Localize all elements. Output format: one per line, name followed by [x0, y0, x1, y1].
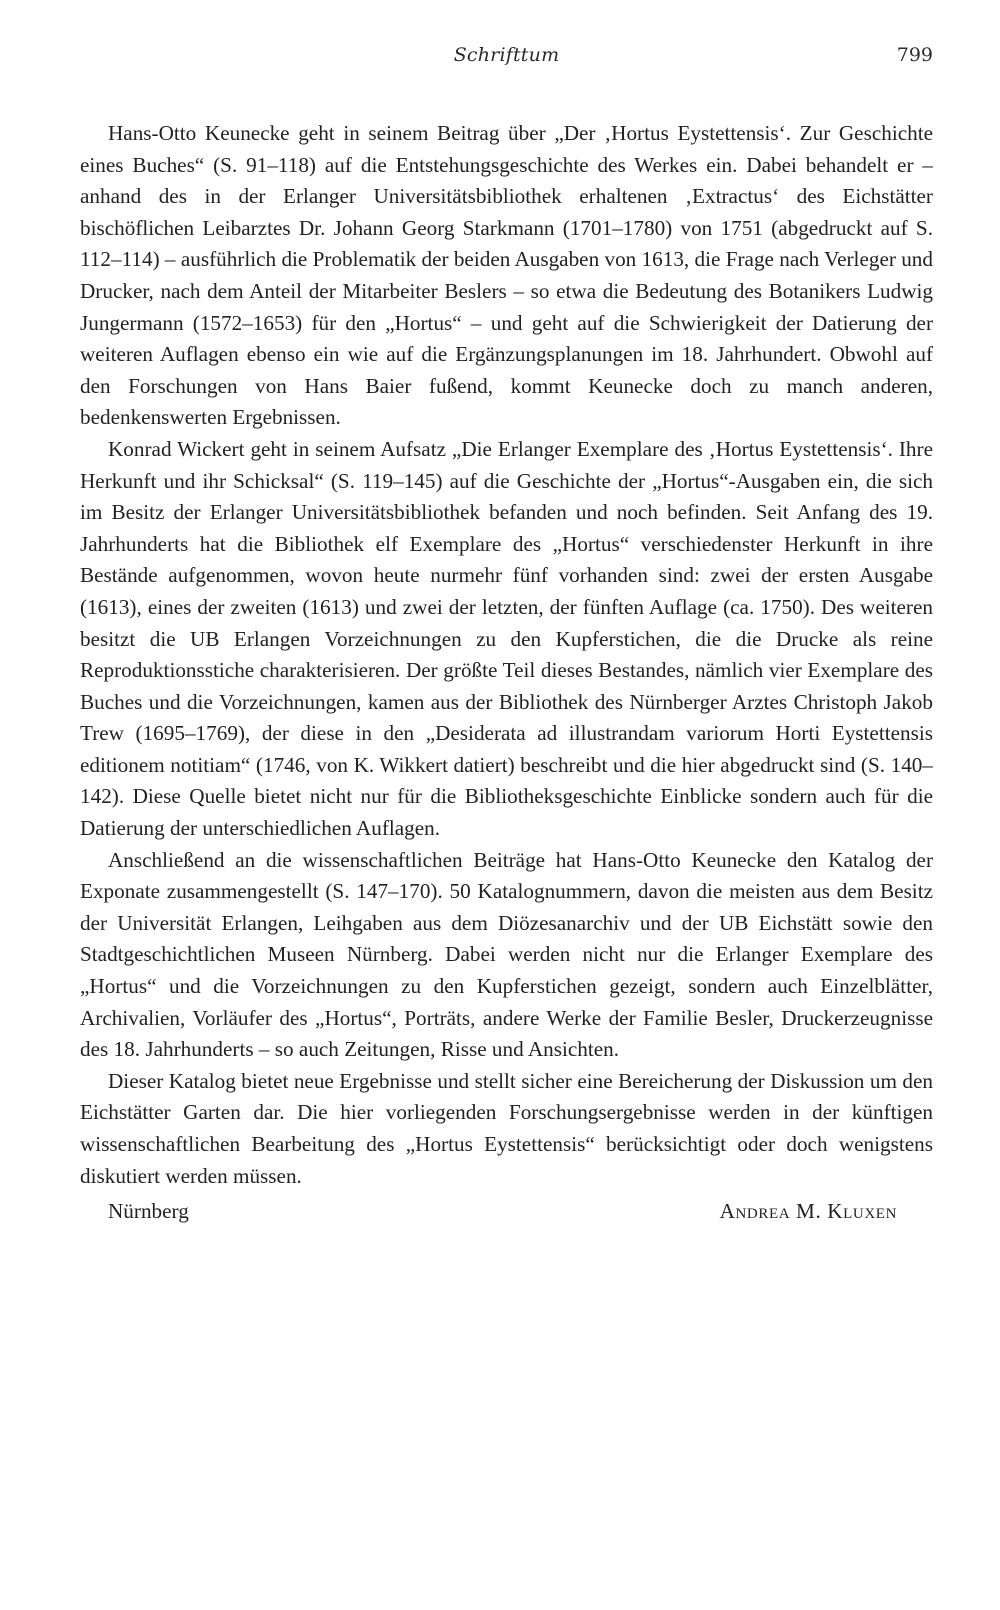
running-header — [80, 44, 933, 78]
review-signature — [80, 1196, 933, 1228]
running-title: Schrifttum — [453, 44, 560, 66]
paragraph-conclusion: Dieser Katalog bietet neue Ergebnisse und stellt sicher eine Bereicherung der Diskussion um den Eichstätter Garten dar. Die hier vorliegenden Forschungsergebnisse werden in der künftigen wissenschaftlichen Bearbeitung des „Hortus Eystettensis“ berücksichtigt oder doch wenigstens diskutiert werden müssen. — [80, 1068, 933, 1188]
book-page — [80, 44, 933, 1228]
page-number: 799 — [896, 44, 933, 66]
paragraph-wickert-essay: Konrad Wickert geht in seinem Aufsatz „Die Erlanger Exemplare des ‚Hortus Eystettensis‘. Ihre Herkunft und ihr Schicksal“ (S. 119–145) auf die Geschichte der „Hortus“-Ausgaben ein, die sich im Besitz der Erlanger Universitätsbibliothek befanden und noch befinden. Seit Anfang des 19. Jahrhunderts hat die Bibliothek elf Exemplare des „Hortus“ verschiedenster Herkunft in ihre Bestände aufgenommen, wovon heute nurmehr fünf vorhanden sind: zwei der ersten Ausgabe (1613), eines der zweiten (1613) und zwei der letzten, der fünften Auflage (ca. 1750). Des weiteren besitzt die UB Erlangen Vorzeichnungen zu den Kupferstichen, die die Drucke als reine Reproduktionsstiche charakterisieren. Der größte Teil dieses Bestandes, nämlich vier Exemplare des Buches und die Vorzeichnungen, kamen aus der Bibliothek des Nürnberger Arztes Christoph Jakob Trew (1695–1769), der diese in den „Desiderata ad illustrandam variorum Horti Eystettensis editionem notitiam“ (1746, von K. Wikkert datiert) beschreibt und die hier abgedruckt sind (S. 140–142). Diese Quelle bietet nicht nur für die Bibliotheksgeschichte Einblicke sondern auch für die Datierung der unterschiedlichen Auflagen. — [80, 436, 933, 841]
paragraph-exhibition-catalog: Anschließend an die wissenschaftlichen Beiträge hat Hans-Otto Keunecke den Katalog der Exponate zusammengestellt (S. 147–170). 50 Katalognummern, davon die meisten aus dem Besitz der Universität Erlangen, Leihgaben aus dem Diözesanarchiv und der UB Eichstätt sowie den Stadtgeschichtlichen Museen Nürnberg. Dabei werden nicht nur die Erlanger Exemplare des „Hortus“ und die Vorzeichnungen zu den Kupferstichen gezeigt, sondern auch Einzelblätter, Archivalien, Vorläufer des „Hortus“, Porträts, andere Werke der Familie Besler, Druckerzeugnisse des 18. Jahrhunderts – so auch Zeitungen, Risse und Ansichten. — [80, 847, 933, 1062]
review-body — [80, 118, 933, 1192]
signature-author: Andrea M. Kluxen — [719, 1199, 897, 1224]
paragraph-keunecke-essay: Hans-Otto Keunecke geht in seinem Beitrag über „Der ‚Hortus Eystettensis‘. Zur Geschichte eines Buches“ (S. 91–118) auf die Entstehungsgeschichte des Werkes ein. Dabei behandelt er – anhand des in der Erlanger Universitätsbibliothek erhaltenen ‚Extractus‘ des Eichstätter bischöflichen Leibarztes Dr. Johann Georg Starkmann (1701–1780) von 1751 (abgedruckt auf S. 112–114) – ausführlich die Problematik der beiden Ausgaben von 1613, die Frage nach Verleger und Drucker, nach dem Anteil der Mitarbeiter Beslers – so etwa die Bedeutung des Botanikers Ludwig Jungermann (1572–1653) für den „Hortus“ – und geht auf die Schwierigkeit der Datierung der weiteren Auflagen ebenso ein wie auf die Ergänzungsplanungen im 18. Jahrhundert. Obwohl auf den Forschungen von Hans Baier fußend, kommt Keunecke doch zu manch anderen, bedenkenswerten Ergebnissen. — [80, 121, 933, 430]
signature-place: Nürnberg — [108, 1199, 189, 1224]
